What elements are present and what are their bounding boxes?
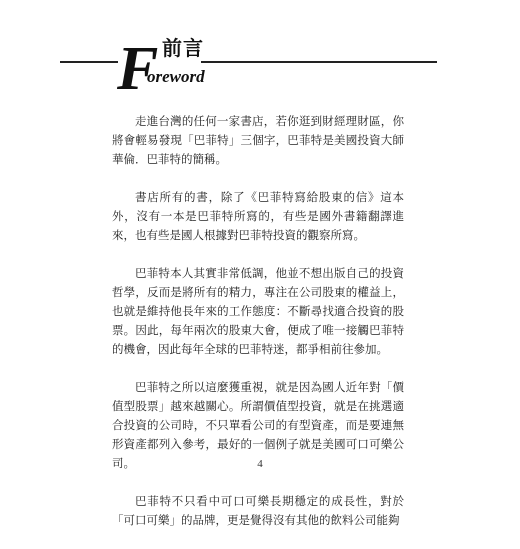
chapter-title-chinese: 前言 [162,36,204,60]
paragraph: 巴菲特本人其實非常低調，他並不想出版自己的投資哲學，反而是將所有的精力，專注在公司股東的權益上，也就是維持他長年來的工作態度：不斷尋找適合投資的股票。因此，每年兩次的股東大會，便成了唯一接觸巴菲特的機會，因此每年全球的巴菲特迷，都爭相前往參加。 [112,266,404,356]
paragraph: 走進台灣的任何一家書店，若你逛到財經理財區，你將會輕易發現「巴菲特」三個字，巴菲特是美國投資大師華倫．巴菲特的簡稱。 [112,114,404,166]
body-text [112,112,404,549]
chapter-header [0,0,520,110]
foreword-initial-letter: F [117,35,159,103]
header-rule-right [201,61,437,63]
paragraph: 巴菲特不只看中可口可樂長期穩定的成長性，對於「可口可樂」的品牌，更是覺得沒有其他的飲料公司能夠 [112,494,404,527]
page-number: 4 [257,458,263,470]
chapter-title-english: oreword [147,67,205,86]
paragraph: 巴菲特之所以這麼獲重視，就是因為國人近年對「價值型股票」越來越關心。所謂價值型投資，就是在挑選適合投資的公司時，不只單看公司的有型資產，而是要連無形資產都列入參考，最好的一個例子就是美國可口可樂公司。 [112,380,404,470]
header-rule-left [60,61,118,63]
paragraph: 書店所有的書，除了《巴菲特寫給股東的信》這本外，沒有一本是巴菲特所寫的，有些是國外書籍翻譯進來，也有些是國人根據對巴菲特投資的觀察所寫。 [112,190,404,242]
